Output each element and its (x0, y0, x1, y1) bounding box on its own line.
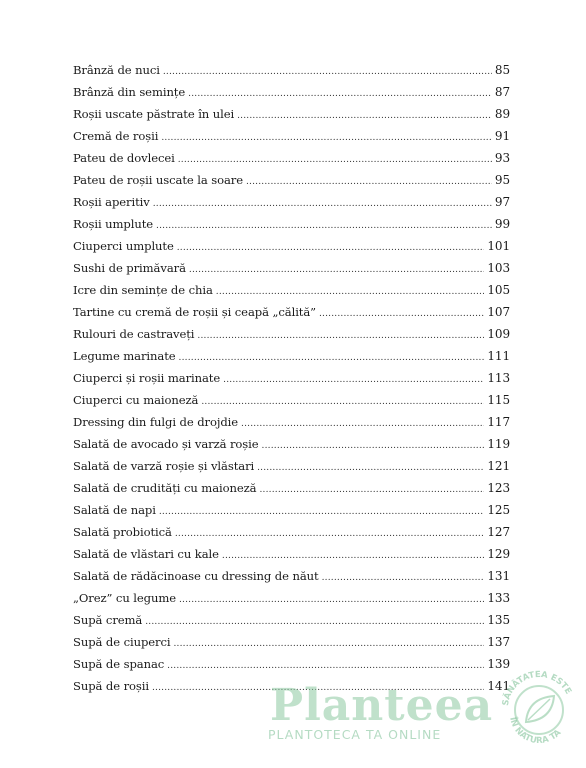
toc-entry (73, 349, 510, 371)
toc-entry-title: Salată probiotică (73, 525, 172, 539)
toc-entry (73, 657, 510, 679)
toc-entry-page: 127 (487, 525, 510, 539)
toc-entry-title: Sushi de primăvară (73, 261, 186, 275)
toc-dot-leader (257, 463, 484, 473)
toc-entry-title: Legume marinate (73, 349, 176, 363)
toc-entry (73, 525, 510, 547)
toc-entry-title: Salată de varză roșie și vlăstari (73, 459, 255, 473)
toc-entry-page: 85 (494, 63, 510, 77)
toc-entry (73, 679, 510, 701)
toc-entry-title: Supă de roșii (73, 679, 149, 693)
toc-entry-title: Ciuperci cu maioneză (73, 393, 199, 407)
watermark-brand: Planteea (270, 680, 494, 731)
toc-entry (73, 459, 510, 481)
toc-entry-page: 95 (494, 173, 510, 187)
toc-entry-title: Ciuperci și roșii marinate (73, 371, 221, 385)
toc-entry-page: 121 (487, 459, 510, 473)
toc-dot-leader (216, 287, 485, 297)
toc-entry (73, 613, 510, 635)
toc-entry-page: 139 (487, 657, 510, 671)
toc-entry (73, 503, 510, 525)
toc-entry-title: Roșii umplute (73, 217, 154, 231)
toc-dot-leader (178, 155, 492, 165)
toc-entry-title: Salată de crudități cu maioneză (73, 481, 257, 495)
toc-dot-leader (163, 67, 492, 77)
toc-entry-title: Salată de rădăcinoase cu dressing de năut (73, 569, 319, 583)
toc-entry-title: Icre din semințe de chia (73, 283, 213, 297)
toc-entry (73, 173, 510, 195)
toc-entry-page: 101 (487, 239, 510, 253)
toc-dot-leader (189, 265, 485, 275)
toc-entry-page: 131 (487, 569, 510, 583)
toc-entry-title: Ciuperci umplute (73, 239, 174, 253)
watermark-tagline: PLANTOTECA TA ONLINE (268, 727, 442, 742)
toc-entry-title: Cremă de roșii (73, 129, 159, 143)
toc-entry (73, 481, 510, 503)
toc-entry-title: Supă de ciuperci (73, 635, 171, 649)
toc-dot-leader (262, 441, 485, 451)
toc-entry (73, 437, 510, 459)
toc-entry-title: Salată de avocado și varză roșie (73, 437, 259, 451)
toc-entry (73, 239, 510, 261)
toc-entry (73, 327, 510, 349)
toc-entry-page: 123 (487, 481, 510, 495)
toc-entry (73, 217, 510, 239)
toc-entry-title: Supă cremă (73, 613, 143, 627)
toc-entry (73, 151, 510, 173)
toc-entry-title: Brânză de nuci (73, 63, 160, 77)
toc-dot-leader (179, 595, 484, 605)
toc-entry-page: 111 (487, 349, 510, 363)
toc-entry-title: Brânză din semințe (73, 85, 186, 99)
toc-entry (73, 283, 510, 305)
toc-entry-page: 113 (487, 371, 510, 385)
toc-entry-page: 115 (487, 393, 510, 407)
toc-entry-page: 141 (487, 679, 510, 693)
toc-entry (73, 261, 510, 283)
toc-entry-title: Supă de spanac (73, 657, 165, 671)
toc-entry-title: Dressing din fulgi de drojdie (73, 415, 239, 429)
toc-entry-title: Rulouri de castraveți (73, 327, 195, 341)
toc-entry-title: Tartine cu cremă de roșii și ceapă „călită” (73, 305, 316, 319)
toc-entry (73, 591, 510, 613)
toc-entry (73, 547, 510, 569)
toc-entry-page: 87 (494, 85, 510, 99)
toc-entry-title: Roșii uscate păstrate în ulei (73, 107, 235, 121)
toc-entry (73, 305, 510, 327)
toc-dot-leader (153, 199, 492, 209)
leaf-icon (498, 662, 580, 752)
toc-entry-page: 99 (494, 217, 510, 231)
toc-dot-leader (222, 551, 485, 561)
toc-dot-leader (223, 375, 484, 385)
toc-dot-leader (161, 133, 492, 143)
toc-entry (73, 415, 510, 437)
toc-dot-leader (319, 309, 484, 319)
toc-dot-leader (246, 177, 492, 187)
toc-dot-leader (159, 507, 485, 517)
toc-entry (73, 371, 510, 393)
toc-dot-leader (156, 221, 492, 231)
toc-entry-page: 117 (487, 415, 510, 429)
toc-dot-leader (179, 353, 485, 363)
toc-entry (73, 107, 510, 129)
toc-entry-page: 97 (494, 195, 510, 209)
toc-entry-page: 89 (494, 107, 510, 121)
toc-dot-leader (188, 89, 492, 99)
toc-dot-leader (201, 397, 484, 407)
toc-entry (73, 85, 510, 107)
toc-dot-leader (145, 617, 484, 627)
toc-entry-title: Salată de napi (73, 503, 156, 517)
toc-entry-page: 109 (487, 327, 510, 341)
toc-dot-leader (259, 485, 484, 495)
svg-text:ÎN NATURA TA: ÎN NATURA TA (507, 716, 564, 747)
toc-entry-page: 93 (494, 151, 510, 165)
toc-entry-title: „Orez” cu legume (73, 591, 176, 605)
toc-dot-leader (167, 661, 484, 671)
toc-entry-title: Salată de vlăstari cu kale (73, 547, 219, 561)
toc-entry-title: Pateu de roșii uscate la soare (73, 173, 243, 187)
toc-dot-leader (175, 529, 485, 539)
toc-dot-leader (241, 419, 484, 429)
toc-entry-title: Pateu de dovlecei (73, 151, 175, 165)
toc-entry (73, 393, 510, 415)
toc-entry (73, 129, 510, 151)
toc-dot-leader (174, 639, 485, 649)
toc-entry-title: Roșii aperitiv (73, 195, 150, 209)
toc-entry-page: 107 (487, 305, 510, 319)
toc-entry (73, 63, 510, 85)
toc-entry-page: 105 (487, 283, 510, 297)
toc-entry-page: 119 (487, 437, 510, 451)
toc-entry-page: 91 (494, 129, 510, 143)
toc-dot-leader (197, 331, 484, 341)
toc-entry-page: 133 (487, 591, 510, 605)
toc-entry (73, 195, 510, 217)
toc-dot-leader (322, 573, 485, 583)
toc-entry-page: 103 (487, 261, 510, 275)
table-of-contents (73, 63, 510, 701)
toc-entry-page: 135 (487, 613, 510, 627)
toc-entry-page: 125 (487, 503, 510, 517)
toc-dot-leader (177, 243, 485, 253)
toc-entry-page: 129 (487, 547, 510, 561)
toc-dot-leader (237, 111, 492, 121)
toc-entry-page: 137 (487, 635, 510, 649)
toc-dot-leader (152, 683, 484, 693)
toc-entry (73, 569, 510, 591)
toc-entry (73, 635, 510, 657)
svg-text:SĂNĂTATEA ESTE: SĂNĂTATEA ESTE (501, 669, 574, 707)
